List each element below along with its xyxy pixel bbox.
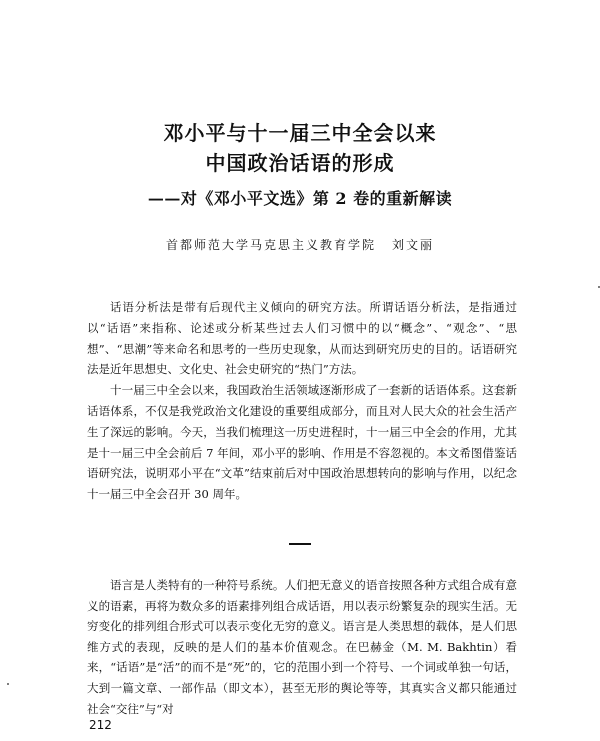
title-line-1: 邓小平与十一届三中全会以来 (163, 121, 437, 145)
title-line-2: 中国政治话语的形成 (205, 151, 395, 175)
abstract-paragraph: 十一届三中全会以来，我国政治生活领域逐渐形成了一套新的话语体系。这套新话语体系，不仅是我党政治文化建设的重要组成部分，而且对人民大众的社会生活产生了深远的影响。今天，当我们梳理这一历史进程时，十一届三中全会的作用，尤其是十一届三中全会前后 7 年间，邓小平的影响、作用是不容忽视的。本文希图借鉴话语研究法，说明邓小平在“文革”结束前后对中国政治思想转向的影响与作用，以纪念十一届三中全会召开 30 周年。 (87, 383, 517, 502)
page-number: 212 (89, 718, 112, 732)
subtitle: ——对《邓小平文选》第 2 卷的重新解读 (147, 189, 453, 208)
author-line (0, 237, 600, 253)
author-name: 刘文丽 (392, 238, 435, 252)
affiliation: 首都师范大学马克思主义教育学院 (165, 238, 376, 252)
scan-speck (7, 683, 9, 685)
abstract (87, 297, 517, 505)
body-paragraph: 语言是人类特有的一种符号系统。人们把无意义的语音按照各种方式组合成有意义的语素，再将为数众多的语素排列组合成话语，用以表示纷繁复杂的现实生活。无穷变化的排列组合形式可以表示变化无穷的意义。语言是人类思想的载体，是人们思维方式的表现，反映的是人们的基本价值观念。在巴赫金（M. M. Bakhtin）看来，“话语”是“活”的而不是“死”的，它的范围小到一个符号、一个词或单独一句话，大到一篇文章、一部作品（即文本），甚至无形的舆论等等，其真实含义都只能通过社会“交往”与“对 (87, 578, 517, 716)
abstract-paragraph: 话语分析法是带有后现代主义倾向的研究方法。所谓话语分析法，是指通过以“话语”来指称、论述或分析某些过去人们习惯中的以“概念”、“观念”、“思想”、“思潮”等来命名和思考的一些历史现象，从而达到研究历史的目的。话语研究法是近年思想史、文化史、社会史研究的“热门”方法。 (87, 300, 517, 377)
body-text (87, 575, 517, 719)
section-number-one (289, 543, 311, 545)
